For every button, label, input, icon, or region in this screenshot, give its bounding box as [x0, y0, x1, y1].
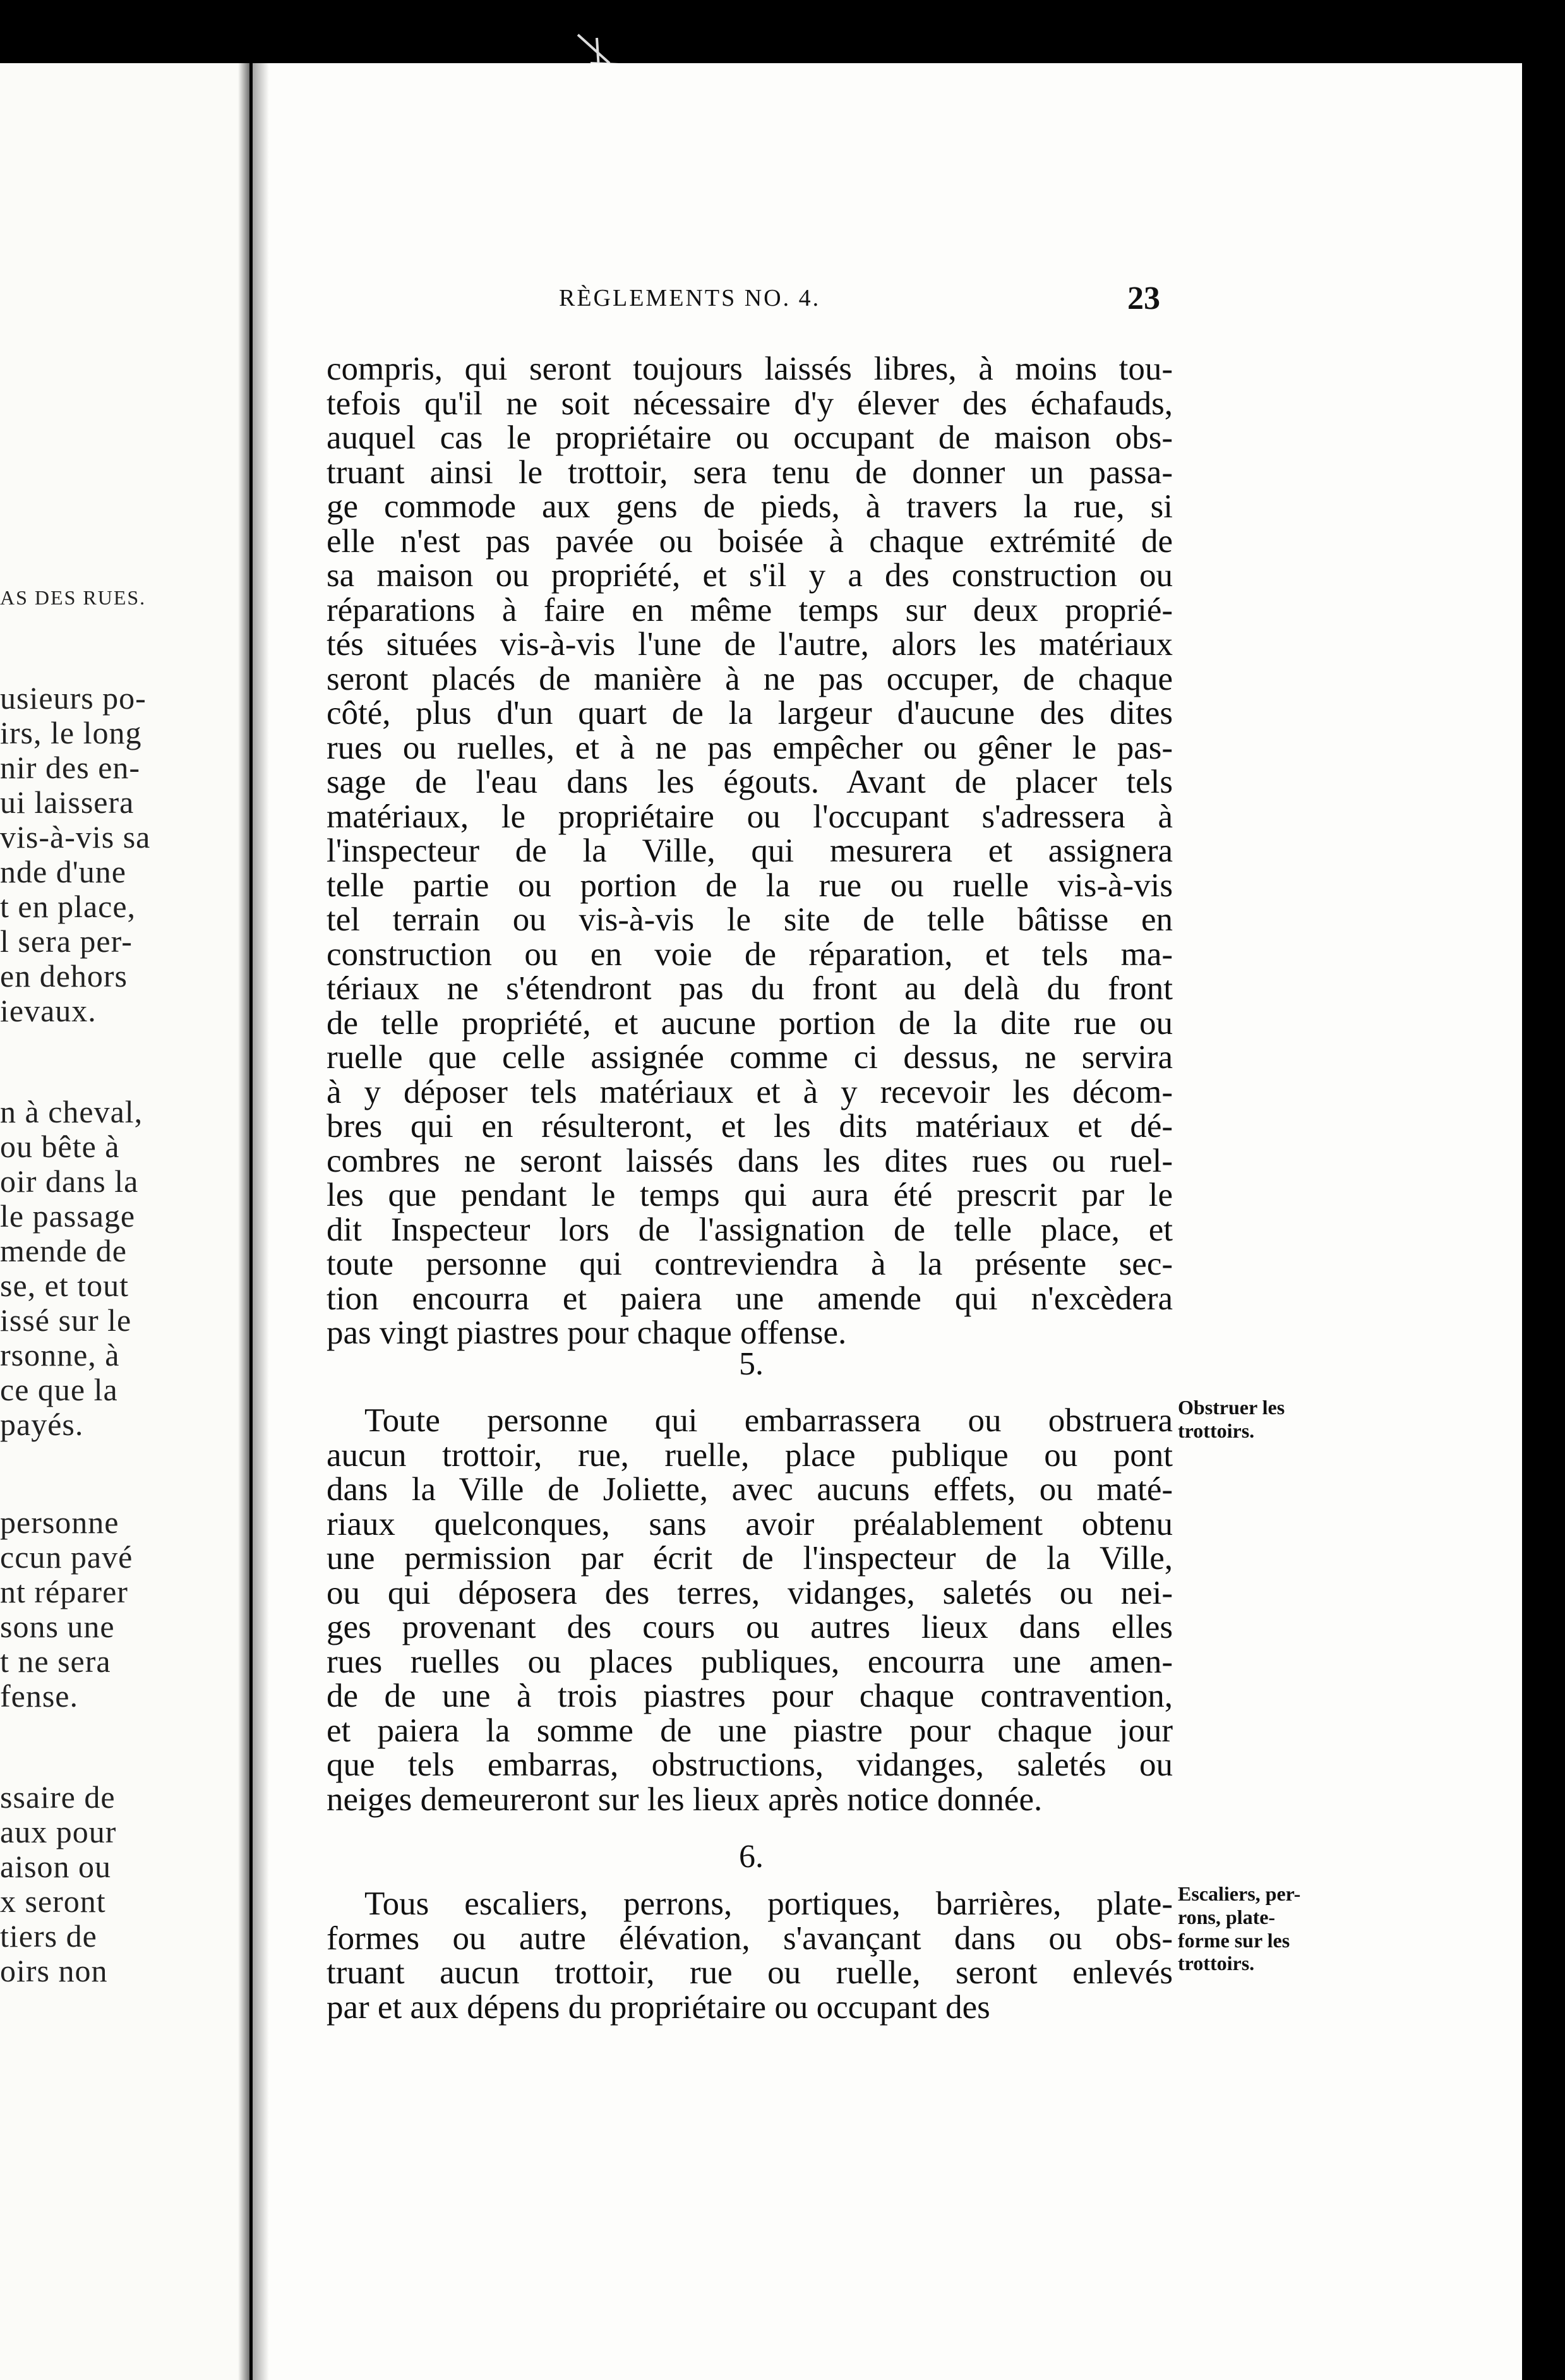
body-text-line: rues ou ruelles, et à ne pas empêcher ou gêner le pas- [327, 729, 1173, 766]
left-page-line: aison ou [0, 1849, 112, 1884]
margin-note [1178, 1882, 1300, 1975]
body-text-line: compris, qui seront toujours laissés libres, à moins tou- [327, 351, 1173, 387]
body-text-line: sa maison ou propriété, et s'il y a des construction ou [327, 557, 1173, 594]
left-page-line: nde d'une [0, 854, 126, 889]
running-head: RÈGLEMENTS NO. 4. [559, 285, 821, 311]
left-page-line: en dehors [0, 958, 128, 994]
margin-note-line: Obstruer les [1178, 1396, 1285, 1419]
left-page-line: ievaux. [0, 993, 97, 1028]
body-text-line: formes ou autre élévation, s'avançant dans ou obs- [327, 1920, 1173, 1957]
left-page-line: sons une [0, 1609, 115, 1644]
body-text-line: ges provenant des cours ou autres lieux dans elles [327, 1609, 1173, 1645]
left-page-line: nt réparer [0, 1574, 128, 1609]
left-page-line: ou bête à [0, 1129, 120, 1164]
body-text-line: tion encourra et paiera une amende qui n'excèdera [327, 1280, 1173, 1317]
left-page-line: l sera per- [0, 923, 133, 959]
left-page-line: n à cheval, [0, 1094, 143, 1129]
body-text-line: rues ruelles ou places publiques, encourra une amen- [327, 1643, 1173, 1680]
body-text-line: telle partie ou portion de la rue ou ruelle vis-à-vis [327, 867, 1173, 904]
left-page-line: fense. [0, 1678, 78, 1714]
left-page-line: irs, le long [0, 715, 142, 750]
body-text-line: neiges demeureront sur les lieux après notice donnée. [327, 1781, 1043, 1818]
left-page-line: payés. [0, 1407, 84, 1442]
body-text-line: tés situées vis-à-vis l'une de l'autre, alors les matériaux [327, 626, 1173, 663]
left-page-line: vis-à-vis sa [0, 819, 151, 855]
page-number: 23 [1127, 280, 1160, 316]
body-text-line: elle n'est pas pavée ou boisée à chaque extrémité de [327, 522, 1173, 560]
body-text-line: de telle propriété, et aucune portion de la dite rue ou [327, 1004, 1173, 1042]
left-page-line: tiers de [0, 1918, 97, 1954]
body-text-line: côté, plus d'un quart de la largeur d'aucune des dites [327, 695, 1173, 731]
section-number: 5. [739, 1346, 764, 1382]
body-text-line: les que pendant le temps qui aura été prescrit par le [327, 1177, 1173, 1213]
left-page-line: ssaire de [0, 1779, 116, 1815]
body-text-line: tel terrain ou vis-à-vis le site de telle bâtisse en [327, 901, 1173, 938]
body-text-line: ge commode aux gens de pieds, à travers la rue, si [327, 488, 1173, 525]
current-page [253, 63, 1522, 2380]
body-text-line: et paiera la somme de une piastre pour chaque jour [327, 1712, 1173, 1749]
body-text-line: par et aux dépens du propriétaire ou occupant des [327, 1988, 990, 2026]
body-text-line: Tous escaliers, perrons, portiques, barrières, plate- [364, 1885, 1173, 1922]
body-text-line: riaux quelconques, sans avoir préalablement obtenu [327, 1505, 1173, 1542]
left-page-line: mende de [0, 1233, 127, 1268]
body-text-line: à y déposer tels matériaux et à y recevoir les décom- [327, 1073, 1173, 1110]
body-text-line: dans la Ville de Joliette, avec aucuns effets, ou maté- [327, 1471, 1173, 1508]
body-text-line: de de une à trois piastres pour chaque contravention, [327, 1678, 1173, 1714]
left-page-line: le passage [0, 1198, 136, 1234]
body-text-line: que tels embarras, obstructions, vidanges, saletés ou [327, 1746, 1173, 1783]
left-page-line: ui laissera [0, 784, 135, 820]
body-text-line: seront placés de manière à ne pas occuper, de chaque [327, 660, 1173, 697]
body-text-line: tériaux ne s'étendront pas du front au delà du front [327, 970, 1173, 1007]
body-text-line: une permission par écrit de l'inspecteur de la Ville, [327, 1540, 1173, 1577]
left-page-line: t en place, [0, 889, 136, 924]
body-text-line: ou qui déposera des terres, vidanges, saletés ou nei- [327, 1574, 1173, 1611]
body-text-line: tefois qu'il ne soit nécessaire d'y élever des échafauds, [327, 385, 1173, 422]
left-page-line: t ne sera [0, 1644, 111, 1679]
body-text-line: l'inspecteur de la Ville, qui mesurera et assignera [327, 832, 1173, 869]
left-page-line: se, et tout [0, 1268, 129, 1303]
body-text-line: toute personne qui contreviendra à la présente sec- [327, 1246, 1173, 1282]
margin-note [1178, 1396, 1285, 1443]
margin-note-line: trottoirs. [1178, 1952, 1255, 1975]
body-text-line: pas vingt piastres pour chaque offense. [327, 1314, 847, 1351]
left-page-line: rsonne, à [0, 1337, 120, 1373]
body-text-line: ruelle que celle assignée comme ci dessus, ne servira [327, 1039, 1173, 1076]
body-text-line: construction ou en voie de réparation, et tels ma- [327, 935, 1173, 973]
body-text-line: dit Inspecteur lors de l'assignation de telle place, et [327, 1211, 1173, 1248]
body-text-line: auquel cas le propriétaire ou occupant de maison obs- [327, 419, 1173, 456]
body-text-line: aucun trottoir, rue, ruelle, place publique ou pont [327, 1436, 1173, 1474]
body-text-line: matériaux, le propriétaire ou l'occupant s'adressera à [327, 798, 1173, 835]
margin-note-line: forme sur les [1178, 1928, 1290, 1952]
left-page-line: ce que la [0, 1372, 118, 1407]
margin-note-line: trottoirs. [1178, 1419, 1255, 1442]
body-text-line: truant ainsi le trottoir, sera tenu de donner un passa- [327, 454, 1173, 491]
body-text-line: sage de l'eau dans les égouts. Avant de placer tels [327, 764, 1173, 800]
section-number: 6. [739, 1839, 764, 1875]
left-page-line: personne [0, 1505, 119, 1540]
left-page-line: x seront [0, 1884, 106, 1919]
margin-note-line: rons, plate- [1178, 1905, 1276, 1928]
left-page-line: usieurs po- [0, 680, 147, 716]
margin-note-line: Escaliers, per- [1178, 1882, 1301, 1905]
body-text-line: Toute personne qui embarrassera ou obstruera [364, 1402, 1173, 1439]
body-text-line: combres ne seront laissés dans les dites rues ou ruel- [327, 1142, 1173, 1179]
previous-page [0, 63, 249, 2380]
body-text-line: truant aucun trottoir, rue ou ruelle, seront enlevés [327, 1954, 1173, 1991]
left-page-line: aux pour [0, 1814, 117, 1849]
left-page-line: issé sur le [0, 1302, 132, 1338]
body-text-line: réparations à faire en même temps sur deux proprié- [327, 591, 1173, 628]
body-text-line: bres qui en résulteront, et les dits matériaux et dé- [327, 1108, 1173, 1145]
left-page-line: oir dans la [0, 1163, 139, 1199]
left-page-header: AS DES RUES. [0, 586, 147, 609]
left-page-line: oirs non [0, 1953, 108, 1988]
left-page-line: nir des en- [0, 750, 141, 785]
left-page-line: ccun pavé [0, 1539, 133, 1575]
